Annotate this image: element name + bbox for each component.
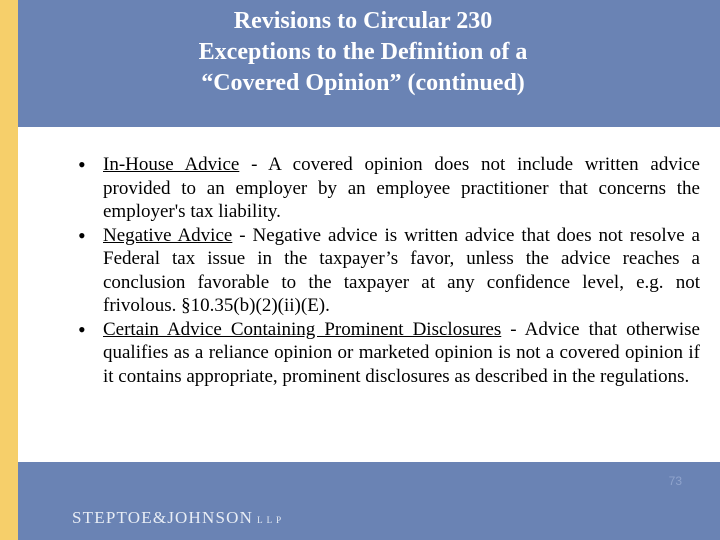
bullet-term: Negative Advice (103, 224, 233, 246)
bullet-text: - A covered opinion does not include written advice provided to an employer by an employee practitioner that concerns the employer's tax liability. (103, 154, 700, 222)
title-line-2: Exceptions to the Definition of a (198, 39, 528, 65)
slide-title (18, 6, 708, 99)
slide-header (18, 0, 720, 127)
logo-suffix: LLP (257, 515, 286, 525)
bullet-dot-icon: • (78, 222, 86, 248)
bullet-term: In-House Advice (103, 154, 240, 175)
bullet-list (18, 153, 720, 388)
bullet-dot-icon: • (78, 316, 86, 342)
slide-body (18, 127, 720, 462)
bullet-text: - Advice that otherwise qualifies as a reliance opinion or marketed opinion is not a covered opinion if it contains appropriate, prominent disclosures as described in the regulations. (103, 318, 700, 387)
logo-text: STEPTOE&JOHNSON (72, 508, 254, 527)
bullet-prominent-disclosures (18, 318, 720, 389)
page-number: 73 (668, 474, 682, 488)
slide-footer (18, 462, 720, 540)
title-line-1: Revisions to Circular 230 (233, 8, 493, 34)
bullet-text: - Negative advice is written advice that does not resolve a Federal tax issue in the taxpayer’s favor, unless the advice reaches a conclusion favorable to the taxpayer at any confidence level, e.g. not frivolous. §10.35(b)(2)(ii)(E). (103, 224, 700, 316)
bullet-negative-advice (18, 224, 720, 318)
left-accent-bar (0, 0, 18, 540)
title-line-3: “Covered Opinion” (continued) (201, 70, 525, 96)
bullet-dot-icon: • (78, 152, 86, 177)
bullet-in-house-advice (18, 153, 720, 224)
firm-logo (72, 508, 285, 528)
bullet-term: Certain Advice Containing Prominent Disclosures (103, 318, 502, 340)
